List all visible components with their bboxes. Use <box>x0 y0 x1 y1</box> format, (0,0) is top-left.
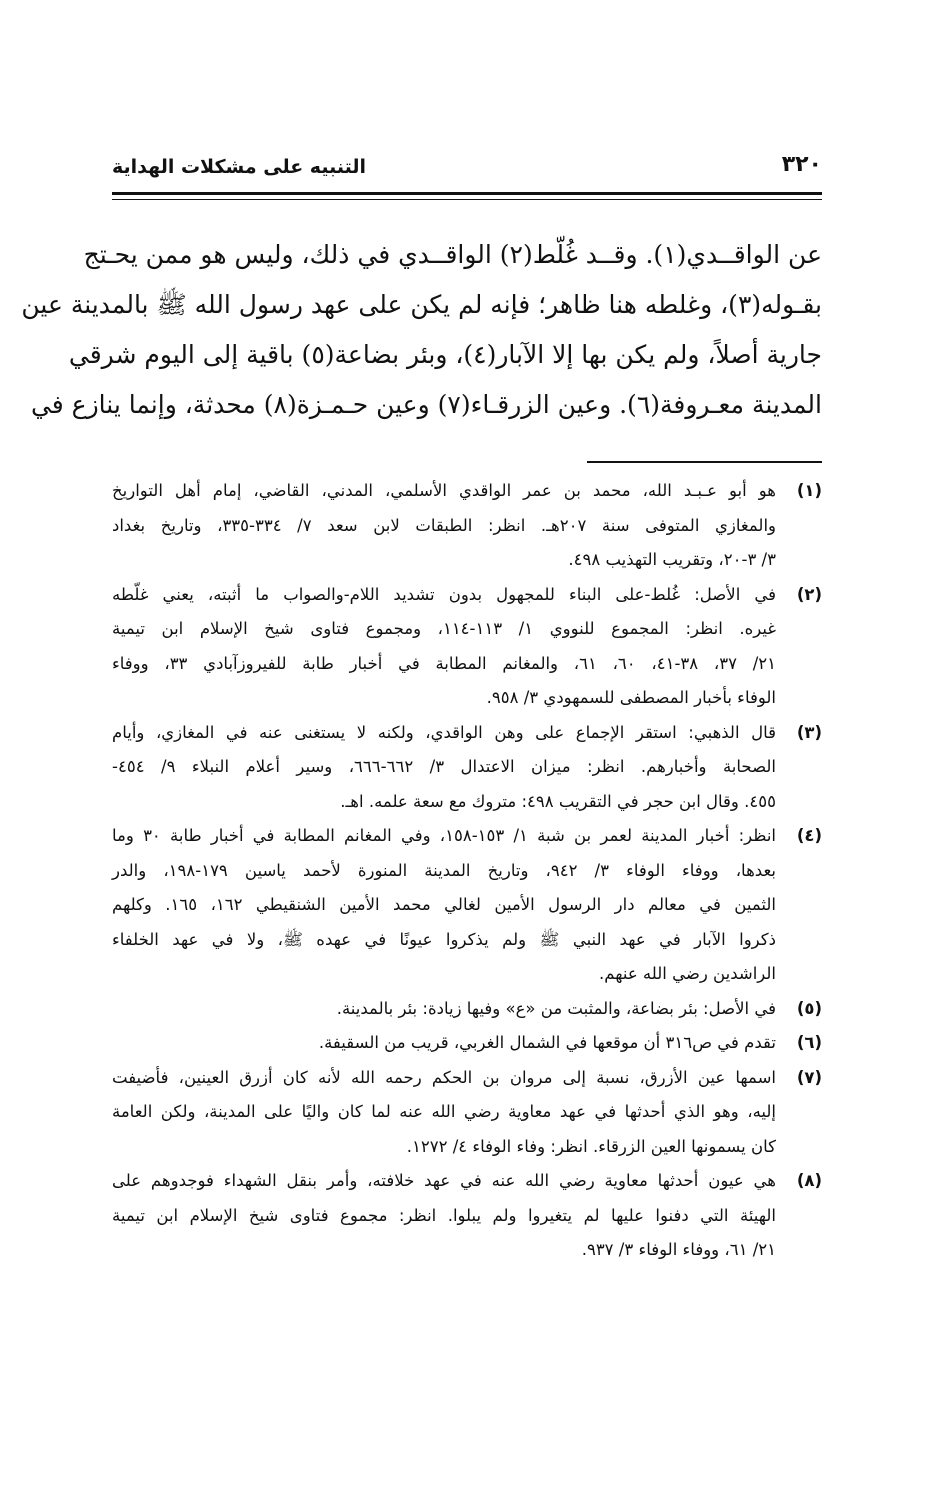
footnote-line: والمغازي المتوفى سنة ٢٠٧هـ. انظر: الطبقات لابن سعد ٧/ ٣٣٤-٣٣٥، وتاريخ بغداد <box>112 515 776 535</box>
footnote-line: الهيئة التي دفنوا عليها لم يتغيروا ولم يبلوا. انظر: مجموع فتاوى شيخ الإسلام ابن تيمية <box>112 1205 776 1225</box>
footnote-number: (٧) <box>796 1067 822 1087</box>
footnote-4 <box>112 819 822 992</box>
footnote-1 <box>112 474 822 578</box>
footnote-line: هو أبو عـبـد الله، محمد بن عمر الواقدي الأسلمي، المدني، القاضي، إمام أهل التواريخ <box>112 481 776 500</box>
footnote-line: الوفاء بأخبار المصطفى للسمهودي ٣/ ٩٥٨. <box>486 688 776 707</box>
footnotes <box>112 474 822 1268</box>
footnote-number: (٤) <box>796 826 822 845</box>
page-number: ٣٢٠ <box>781 152 822 177</box>
footnote-2 <box>112 578 822 716</box>
main-text-line: بقـوله(٣)، وغلطه هنا ظاهر؛ فإنه لم يكن على عهد رسول الله ﷺ بالمدينة عين <box>21 290 822 319</box>
footnote-5 <box>112 992 822 1027</box>
footnote-6 <box>112 1026 822 1061</box>
footnote-line: الثمين في معالم دار الرسول الأمين لغالي محمد الأمين الشنقيطي ١٦٢، ١٦٥. وكلهم <box>112 895 776 914</box>
footnote-line: إليه، وهو الذي أحدثها في عهد معاوية رضي الله عنه لما كان واليًا على المدينة، ولكن العامة <box>112 1102 776 1121</box>
running-title: التنبيه على مشكلات الهداية <box>112 156 366 178</box>
footnote-number: (٢) <box>796 584 822 604</box>
footnote-3 <box>112 716 822 820</box>
footnote-line: ٣/ ٣-٢٠، وتقريب التهذيب ٤٩٨. <box>568 550 776 569</box>
footnote-number: (٣) <box>796 722 822 742</box>
footnote-line: الراشدين رضي الله عنهم. <box>599 964 776 983</box>
main-text <box>21 230 822 430</box>
footnote-line: اسمها عين الأزرق، نسبة إلى مروان بن الحكم رحمه الله لأنه كان أزرق العينين، فأضيفت <box>112 1067 776 1087</box>
footnote-separator <box>587 461 822 463</box>
footnote-line: انظر: أخبار المدينة لعمر بن شبة ١/ ١٥٣-١٥٨، وفي المغانم المطابة في أخبار طابة ٣٠ وما <box>112 826 776 845</box>
footnote-line: في الأصل: غُلط-على البناء للمجهول بدون تشديد اللام-والصواب ما أثبته، يعني غلّطه <box>112 584 776 604</box>
footnote-line: في الأصل: بئر بضاعة، والمثبت من «ع» وفيها زيادة: بئر بالمدينة. <box>336 998 776 1018</box>
footnote-line: ٢١/ ٣٧، ٣٨-٤١، ٦٠، ٦١، والمغانم المطابة في أخبار طابة للفيروزآبادي ٣٣، ووفاء <box>112 653 777 673</box>
header-rule-thin <box>112 199 822 200</box>
footnote-line: الصحابة وأخبارهم. انظر: ميزان الاعتدال ٣/ ٦٦٢-٦٦٦، وسير أعلام النبلاء ٩/ ٤٥٤- <box>112 757 776 776</box>
footnote-line: غيره. انظر: المجموع للنووي ١/ ١١٣-١١٤، ومجموع فتاوى شيخ الإسلام ابن تيمية <box>112 619 776 638</box>
footnote-line: بعدها، ووفاء الوفاء ٣/ ٩٤٢، وتاريخ المدينة المنورة لأحمد ياسين ١٧٩-١٩٨، والدر <box>112 860 777 880</box>
footnote-line: قال الذهبي: استقر الإجماع على وهن الواقدي، ولكنه لا يستغنى عنه في المغازي، وأيام <box>112 722 776 742</box>
footnote-7 <box>112 1061 822 1165</box>
footnote-line: ٢١/ ٦١، ووفاء الوفاء ٣/ ٩٣٧. <box>581 1240 776 1259</box>
footnote-number: (١) <box>796 481 822 500</box>
footnote-number: (٨) <box>796 1171 822 1190</box>
footnote-number: (٥) <box>796 998 822 1018</box>
footnote-number: (٦) <box>796 1033 822 1052</box>
footnote-line: تقدم في ص٣١٦ أن موقعها في الشمال الغربي، قريب من السقيفة. <box>318 1033 776 1052</box>
footnote-line: ذكروا الآبار في عهد النبي ﷺ ولم يذكروا عيونًا في عهده ﷺ، ولا في عهد الخلفاء <box>112 929 776 949</box>
footnote-line: ٤٥٥. وقال ابن حجر في التقريب ٤٩٨: متروك مع سعة علمه. اهـ. <box>340 791 776 811</box>
main-text-line: عن الواقــدي(١). وقــد غُلّط(٢) الواقــدي في ذلك، وليس هو ممن يحـتج <box>83 240 822 269</box>
main-text-line: جارية أصلاً، ولم يكن بها إلا الآبار(٤)، وبئر بضاعة(٥) باقية إلى اليوم شرقي <box>68 340 822 369</box>
footnote-line: هي عيون أحدثها معاوية رضي الله عنه في عهد خلافته، وأمر بنقل الشهداء فوجدوهم على <box>112 1171 776 1190</box>
page-header <box>112 152 822 192</box>
footnote-line: كان يسمونها العين الزرقاء. انظر: وفاء الوفاء ٤/ ١٢٧٢. <box>406 1136 776 1156</box>
footnote-8 <box>112 1164 822 1268</box>
main-text-line: المدينة معـروفة(٦). وعين الزرقـاء(٧) وعين حـمـزة(٨) محدثة، وإنما ينازع في <box>30 390 822 419</box>
header-rule-thick <box>112 192 822 195</box>
